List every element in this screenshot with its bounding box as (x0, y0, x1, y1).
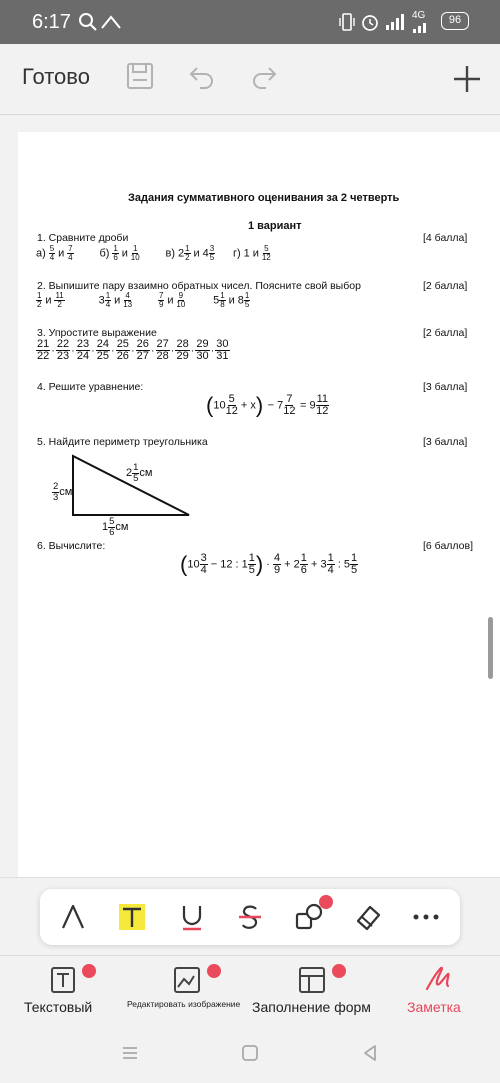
pen-tool[interactable] (57, 901, 89, 933)
edit-image-icon (173, 966, 201, 994)
task-3-score: [2 балла] (423, 327, 468, 339)
fraction: $\frac{1}{5}$ (350, 552, 358, 576)
search-icon (78, 12, 98, 32)
battery-indicator (441, 12, 469, 30)
task-1-score: [4 балла] (423, 232, 468, 244)
unit-label: см (115, 521, 129, 533)
back-icon[interactable] (360, 1043, 380, 1063)
multiply-dot: · (210, 344, 215, 357)
part-v-label: в) (165, 247, 176, 260)
fraction: $\frac{7}{9}$ (158, 291, 164, 309)
fraction: $\frac{1}{5}$ (244, 291, 250, 309)
task-6-expression: (10 $\frac{3}{4}$ − 12 : 1 $\frac{1}{5}$ ) · $\frac{4}{9}$ + 2 $\frac{1}{6}$ + 3 $\frac{1}{4}$ : 5 $\frac{1}{5}$ (180, 551, 358, 577)
fraction: $\frac{3}{5}$ (209, 244, 215, 262)
eraser-tool[interactable] (352, 901, 384, 933)
unit-label: см (139, 467, 153, 479)
task-2-score: [2 балла] (423, 280, 468, 292)
underline-icon (179, 903, 205, 931)
and-word: и (228, 294, 235, 307)
fraction: $\frac{1}{6}$ (300, 552, 307, 576)
fill-forms-icon (298, 966, 326, 994)
fraction: $\frac{4}{13}$ (123, 291, 133, 309)
recent-apps-icon[interactable] (120, 1043, 140, 1063)
task-1-label: 1. Сравните дроби (37, 232, 129, 244)
part-g-label: г) (232, 247, 241, 260)
fraction: $\frac{30}{31}$ (216, 338, 229, 362)
status-bar (0, 0, 500, 44)
and-word: и (45, 294, 52, 307)
editor-toolbar (0, 44, 500, 114)
task-2-fractions: $\frac{1}{2}$ и $\frac{11}{2}$ 3 $\frac{1}{4}$ и $\frac{4}{13}$ $\frac{7}{9}$ и $\frac{9}{10}$ 5 $\frac{1}{8}$ и 8 $\frac{1}{5}$ (37, 291, 250, 309)
save-icon[interactable] (126, 62, 154, 90)
shapes-icon (295, 903, 323, 931)
shapes-tool[interactable] (293, 901, 325, 933)
more-icon (412, 912, 440, 922)
annotation-toolbar (40, 889, 460, 945)
text-tool-icon (50, 966, 78, 994)
triangle-side-vertical (52, 482, 72, 502)
strikethrough-icon (237, 903, 263, 931)
premium-badge-icon (82, 964, 96, 978)
fraction: $\frac{1}{5}$ (133, 462, 139, 484)
signal-icon (384, 12, 406, 32)
done-button[interactable]: Готово (22, 64, 90, 89)
tab-edit-image-label: Редактировать изображение (127, 999, 241, 1009)
underline-tool[interactable] (176, 901, 208, 933)
fraction: $\frac{1}{4}$ (105, 291, 111, 309)
fraction: $\frac{7}{12}$ (283, 393, 296, 417)
fraction: $\frac{23}{24}$ (76, 338, 90, 362)
cloud-sync-icon (100, 12, 122, 32)
triangle-side-base: 1 $\frac{5}{6}$ см (102, 516, 129, 538)
note-squiggle-icon (423, 964, 453, 994)
unit-label: см (59, 486, 73, 498)
fraction: $\frac{1}{10}$ (130, 244, 140, 262)
fraction: $\frac{28}{29}$ (176, 338, 189, 362)
redo-icon[interactable] (250, 62, 278, 90)
task-6-score: [6 баллов] (423, 540, 473, 552)
strikethrough-tool[interactable] (234, 901, 266, 933)
task-3-label: 3. Упростите выражение (37, 327, 157, 339)
premium-badge-icon (207, 964, 221, 978)
task-6-label: 6. Вычислите: (37, 540, 106, 552)
premium-badge-icon (319, 895, 333, 909)
tab-note[interactable] (375, 956, 500, 1026)
fraction: $\frac{24}{25}$ (96, 338, 110, 362)
and-word: и (114, 294, 121, 307)
highlight-tool[interactable] (116, 901, 148, 933)
fraction: $\frac{25}{26}$ (116, 338, 129, 362)
fraction: $\frac{5}{12}$ (225, 393, 238, 417)
tab-note-label: Заметка (407, 999, 461, 1015)
task-5-label: 5. Найдите периметр треугольника (37, 436, 208, 448)
fraction: $\frac{1}{4}$ (327, 552, 334, 576)
multiply-dot: · (150, 344, 155, 357)
multiply-dot: · (111, 344, 115, 357)
tab-text-label: Текстовый (24, 999, 93, 1015)
alarm-icon (360, 12, 380, 32)
toolbar-divider (0, 114, 500, 115)
doc-title: Задания суммативного оценивания за 2 четверть (128, 192, 400, 204)
task-2-label: 2. Выпишите пару взаимно обратных чисел. Поясните свой выбор (37, 280, 361, 292)
tab-edit-image[interactable] (125, 956, 250, 1026)
multiply-dot: · (170, 344, 175, 357)
tab-fill-forms[interactable] (250, 956, 375, 1026)
scrollbar-thumb[interactable] (488, 617, 493, 679)
fraction: $\frac{5}{6}$ (109, 516, 115, 538)
part-a-label: а) (36, 247, 46, 260)
vibrate-icon (338, 12, 356, 32)
task-4-equation: (10 $\frac{5}{12}$ + x) − 7 $\frac{7}{12}$ = 9 $\frac{11}{12}$ (206, 392, 329, 418)
task-1-fractions: а) $\frac{5}{4}$ и $\frac{7}{4}$ б) $\frac{1}{6}$ и $\frac{1}{10}$ в) 2 $\frac{1}{2}$ и 4 $\frac{3}{5}$ г) 1 и $\frac{5}{12}$ (36, 244, 271, 262)
home-icon[interactable] (240, 1043, 260, 1063)
fraction: $\frac{1}{5}$ (248, 552, 255, 576)
multiply-dot: · (51, 344, 55, 357)
tab-text[interactable] (0, 956, 125, 1026)
mode-tabs (0, 955, 500, 1025)
multiply-dot: · (91, 344, 95, 357)
part-g-text: 1 и (243, 247, 259, 260)
fraction: $\frac{5}{4}$ (49, 244, 55, 262)
fraction: $\frac{5}{12}$ (261, 244, 271, 262)
document-content (18, 132, 500, 877)
multiply-dot: · (71, 344, 75, 357)
fraction: $\frac{1}{6}$ (113, 244, 118, 262)
fraction: $\frac{3}{4}$ (200, 552, 207, 576)
network-type-label: 4G (412, 10, 426, 21)
status-time: 6:17 (32, 11, 71, 33)
document-page[interactable] (18, 132, 500, 877)
multiply-dot: · (190, 344, 195, 357)
fraction: $\frac{22}{23}$ (56, 338, 70, 362)
fraction: $\frac{11}{12}$ (316, 393, 329, 417)
premium-badge-icon (332, 964, 346, 978)
fraction: $\frac{2}{3}$ (53, 481, 59, 503)
part-b-label: б) (99, 247, 110, 260)
task-4-score: [3 балла] (423, 381, 468, 393)
page-bottom-divider (0, 877, 500, 878)
and-word: и (167, 294, 174, 307)
task-5-score: [3 балла] (423, 436, 468, 448)
battery-level: 96 (448, 14, 462, 26)
multiply-dot: · (130, 344, 135, 357)
fraction: $\frac{1}{2}$ (185, 244, 190, 262)
fraction: $\frac{1}{2}$ (37, 291, 42, 309)
and-word: и (193, 247, 200, 260)
fraction: $\frac{27}{28}$ (156, 338, 169, 362)
more-tools[interactable] (410, 901, 442, 933)
fraction: $\frac{4}{9}$ (274, 552, 281, 576)
fraction: $\frac{1}{8}$ (220, 291, 225, 309)
highlight-text-icon (118, 903, 146, 931)
add-icon[interactable] (452, 64, 482, 94)
and-word: и (121, 247, 128, 260)
undo-icon[interactable] (188, 62, 216, 90)
and-word: и (58, 247, 65, 260)
fraction: $\frac{9}{10}$ (176, 291, 186, 309)
eraser-icon (354, 903, 382, 931)
fraction: $\frac{26}{27}$ (136, 338, 149, 362)
fraction: $\frac{29}{30}$ (196, 338, 209, 362)
variant-title: 1 вариант (248, 220, 302, 232)
fraction: $\frac{11}{2}$ (55, 291, 64, 309)
system-nav-bar (0, 1025, 500, 1083)
task-4-label: 4. Решите уравнение: (37, 381, 144, 393)
triangle-side-hypotenuse: 2 $\frac{1}{5}$ см (126, 462, 153, 484)
signal-icon-2 (412, 20, 430, 34)
task-3-product (36, 339, 230, 362)
fraction: $\frac{21}{22}$ (37, 338, 50, 362)
pen-icon (60, 904, 86, 930)
fraction: $\frac{7}{4}$ (68, 244, 73, 262)
tab-fill-forms-label: Заполнение форм (252, 999, 371, 1015)
